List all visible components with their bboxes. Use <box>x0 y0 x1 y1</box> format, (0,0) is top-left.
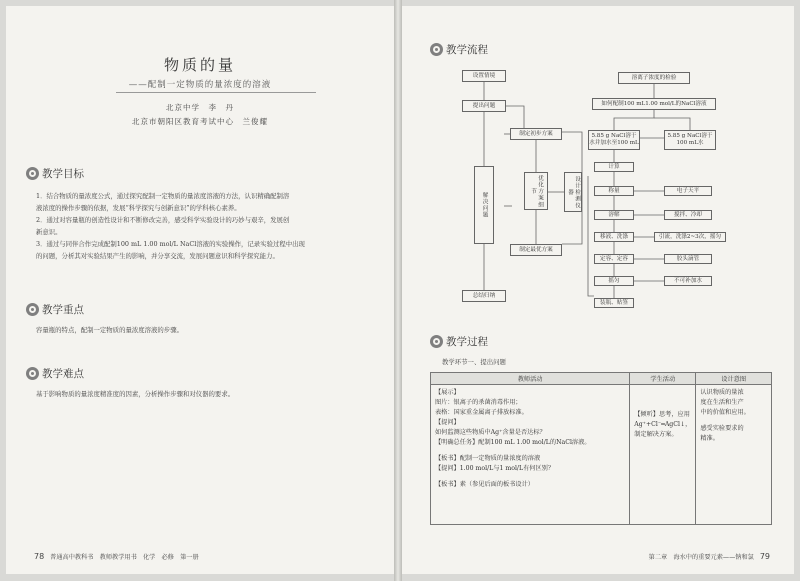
objectives-heading: 教学目标 <box>26 166 84 181</box>
intent-cell: 认识物质的量浓 度在生活和生产 中的价值和应用。 感受实验要求的 精准。 <box>696 385 772 525</box>
page-number: 79 <box>759 552 770 561</box>
page-subtitle: ——配制一定物质的量浓度的溶液 <box>128 80 272 90</box>
flow-note: 电子天平 <box>664 186 712 196</box>
flow-step: 摇匀 <box>594 276 634 286</box>
flow-design-instrument: 设计检测仪器 <box>564 172 582 212</box>
table-row <box>431 385 772 525</box>
col-header-intent: 设计意图 <box>696 373 772 385</box>
flow-note: 不可补加水 <box>664 276 712 286</box>
stage-label: 教学环节一、提出问题 <box>442 358 506 366</box>
flow-note: 引流，洗涤2~3次，摇匀 <box>654 232 726 242</box>
flow-step: 定容、定容 <box>594 254 634 264</box>
difficulties-heading: 教学难点 <box>26 366 84 381</box>
flow-initial-plan: 制定初步方案 <box>510 128 562 140</box>
target-icon <box>26 367 39 380</box>
flow-set-scene: 设置情境 <box>462 70 506 82</box>
flow-step: 溶解 <box>594 210 634 220</box>
flow-option-b: 5.85 g NaCl溶于100 mL水 <box>664 130 716 150</box>
process-heading: 教学过程 <box>430 334 488 349</box>
flow-solve-problem: 解决问题 <box>474 166 494 244</box>
objective-line: 液浓度的操作步骤的依据，发展“科学探究与创新意识”的学科核心素养。 <box>36 204 241 212</box>
right-page <box>402 6 794 574</box>
flow-step: 装瓶、贴签 <box>594 298 634 308</box>
flow-note: 胶头滴管 <box>664 254 712 264</box>
flow-best-plan: 制定最优方案 <box>510 244 562 256</box>
flow-top-test: 溶离子浓度的检验 <box>618 72 690 84</box>
footer-text: 普通高中教科书 教师教学用书 化学 必修 第一册 <box>50 554 199 561</box>
target-icon <box>430 335 443 348</box>
footer-text: 第二章 海水中的重要元素——钠和氯 <box>648 554 754 561</box>
difficulties-text: 基于影响物质的量浓度精准度的因素，分析操作步骤和对仪器的要求。 <box>36 390 235 398</box>
author-line-2: 北京市朝阳区教育考试中心 兰俊耀 <box>132 117 268 126</box>
left-page <box>6 6 394 574</box>
flow-task: 如何配制100 mL1.00 mol/L的NaCl溶液 <box>592 98 716 110</box>
page-number: 78 <box>34 552 45 561</box>
objective-line: 3．通过与同伴合作完成配制100 mL 1.00 mol/L NaCl溶液的实验操作，记录实验过程中出现 <box>36 240 305 248</box>
teacher-cell: 【展示】 图片：银离子的杀菌消毒作用； 表格：国家重金属离子排放标准。 【提问】 如何监测这些物质中Ag⁺含量是否达标？ 【明确总任务】配制100 mL 1.00 mol/L的NaCl溶液。 【板书】配制一定物质的量浓度的溶液 【提问】1.00 mol/L与1 mol/L有何区别？ 【板书】素（参见后面的板书设计） <box>431 385 630 525</box>
col-header-student: 学生活动 <box>630 373 696 385</box>
col-header-teacher: 教师活动 <box>431 373 630 385</box>
target-icon <box>26 303 39 316</box>
flow-step: 称量 <box>594 186 634 196</box>
flow-heading: 教学流程 <box>430 42 488 57</box>
flow-optimize-plan: 优化方案细节 <box>524 172 548 210</box>
page-title: 物质的量 <box>163 56 236 74</box>
objective-line: 1．结合物质的量浓度公式，通过探究配制一定物质的量浓度溶液的方法，认识精确配制溶 <box>36 192 290 200</box>
flow-step: 计算 <box>594 162 634 172</box>
objective-line: 2．通过对容量瓶的创造性设计和不断修改完善，感受科学实验设计的巧妙与艰辛，发展创 <box>36 216 290 224</box>
student-cell: 【倾听】思考，应用 Ag⁺+Cl⁻═AgCl↓， 制定解决方案。 <box>630 385 696 525</box>
flow-step: 移液、洗涤 <box>594 232 634 242</box>
left-footer <box>30 552 199 561</box>
key-points-text: 容量瓶的特点，配制一定物质的量浓度溶液的步骤。 <box>36 326 183 334</box>
objective-line: 新意识。 <box>36 228 62 236</box>
flow-note: 搅拌、冷却 <box>664 210 712 220</box>
flow-summary: 总结归纳 <box>462 290 506 302</box>
right-footer <box>649 552 774 561</box>
book-spine <box>394 0 402 581</box>
key-points-heading: 教学重点 <box>26 302 84 317</box>
flow-option-a: 5.85 g NaCl溶于水并加水至100 mL <box>588 130 640 150</box>
target-icon <box>26 167 39 180</box>
objective-line: 的问题，分析其对实验结果产生的影响，并分享交流，发展问题意识和科学探究能力。 <box>36 252 279 260</box>
process-table <box>430 372 772 525</box>
title-divider <box>116 92 316 93</box>
author-line-1: 北京中学 李 丹 <box>166 103 234 112</box>
flow-raise-question: 提出问题 <box>462 100 506 112</box>
objectives-list <box>36 190 386 262</box>
